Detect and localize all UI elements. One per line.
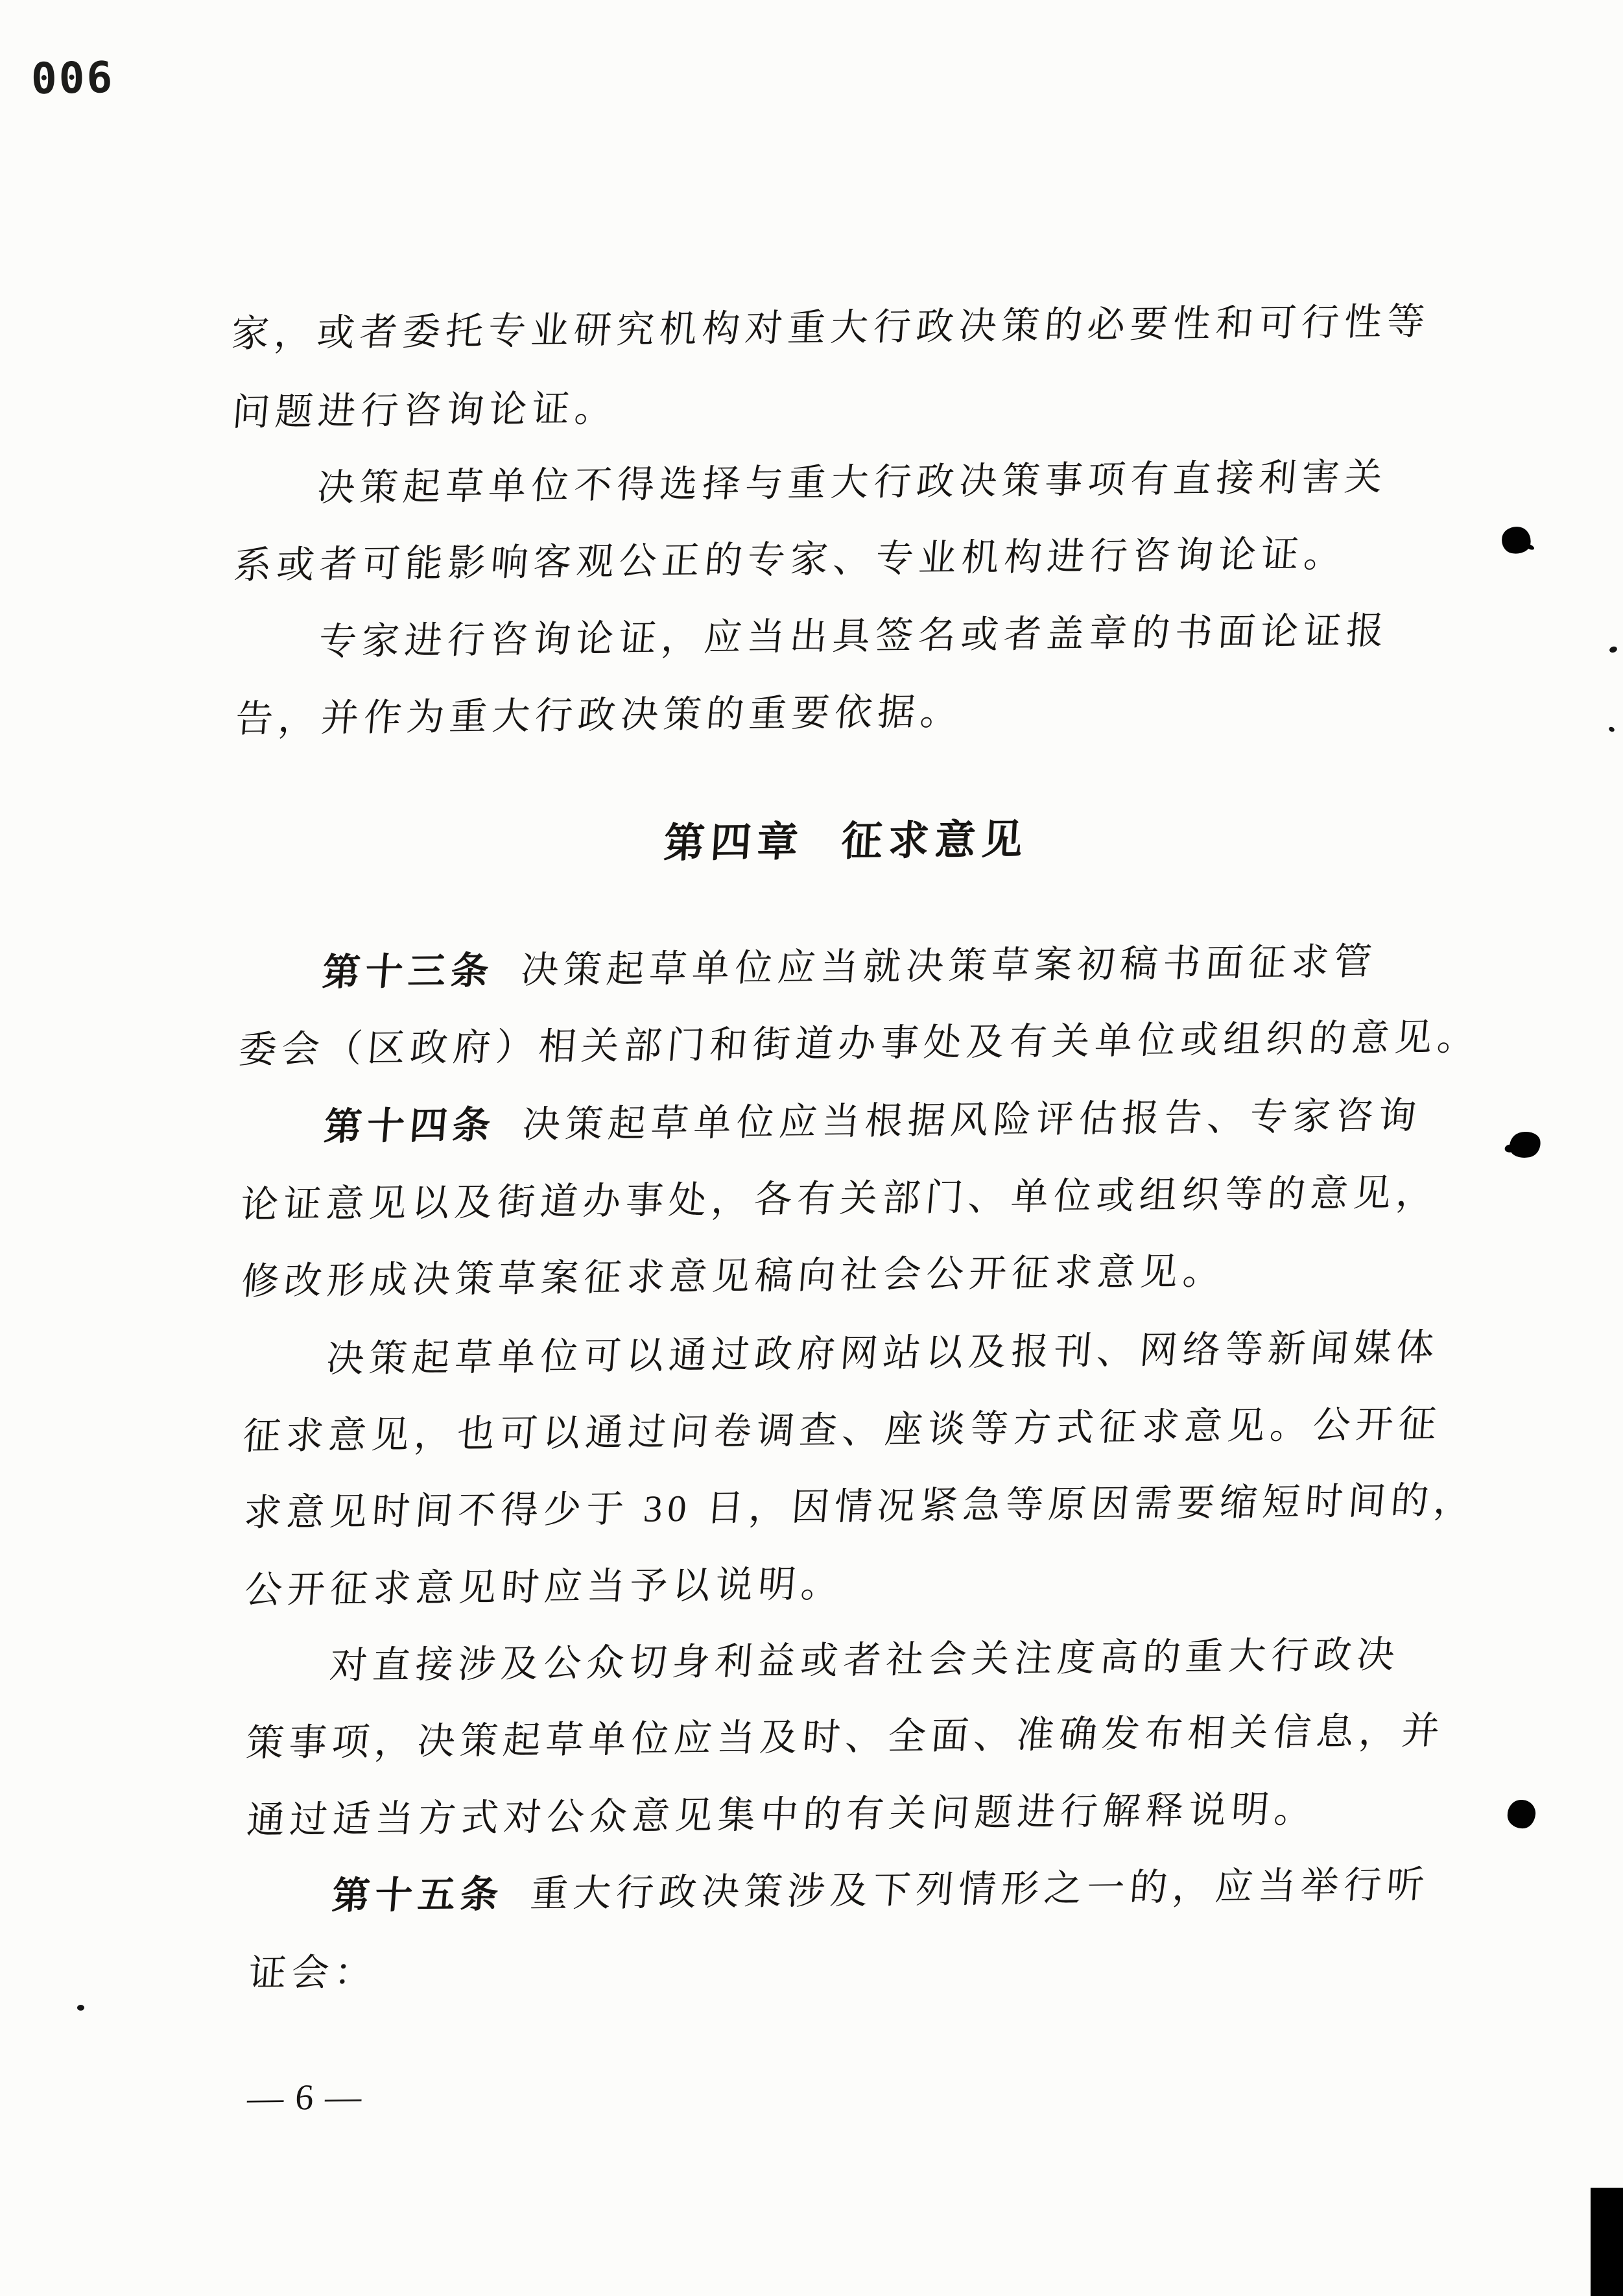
text-line-article-13 <box>237 942 1379 994</box>
article-number: 第十三条 <box>320 950 495 994</box>
page-stamp: 006 <box>30 52 115 104</box>
line-text: 委会（区政府）相关部门和街道办事处及有关单位或组织的意见。 <box>237 1016 1482 1071</box>
line-text: 通过适当方式对公众意见集中的有关问题进行解释说明。 <box>245 1788 1319 1842</box>
text-line <box>230 302 1432 354</box>
page-number: — 6 — <box>246 2077 364 2119</box>
text-line <box>231 389 619 433</box>
line-text: 问题进行咨询论证。 <box>230 387 619 434</box>
text-line <box>233 611 1391 664</box>
chapter-heading <box>33 811 1623 871</box>
ink-speck <box>77 2005 84 2011</box>
text-line <box>234 691 965 739</box>
text-line <box>239 1173 1441 1225</box>
text-line <box>243 1564 846 1610</box>
text-line <box>237 1017 1482 1070</box>
text-line <box>247 1952 379 1994</box>
line-text: 征求意见，也可以通过问卷调查、座谈等方式征求意见。公开征 <box>241 1402 1443 1458</box>
line-text: 决策起草单位可以通过政府网站以及报刊、网络等新闻媒体 <box>325 1326 1441 1380</box>
text-line <box>241 1328 1441 1380</box>
line-text: 决策起草单位应当根据风险评估报告、专家咨询 <box>521 1094 1423 1146</box>
text-line <box>244 1635 1401 1688</box>
text-line <box>243 1480 1478 1533</box>
article-number: 第十四条 <box>322 1104 497 1148</box>
text-line-article-14 <box>238 1095 1423 1148</box>
text-line-article-15 <box>246 1865 1431 1917</box>
line-text: 告，并作为重大行政决策的重要依据。 <box>233 690 965 741</box>
chapter-title: 征求意见 <box>840 817 1030 865</box>
line-text: 证会： <box>247 1951 379 1995</box>
article-number: 第十五条 <box>330 1872 505 1917</box>
line-text: 修改形成决策草案征求意见稿向社会公开征求意见。 <box>239 1250 1227 1303</box>
line-text: 家，或者委托专业研究机构对重大行政决策的必要性和可行性等 <box>230 300 1432 355</box>
line-text: 公开征求意见时应当予以说明。 <box>243 1562 846 1612</box>
text-line <box>246 1789 1319 1841</box>
text-line <box>232 534 1348 586</box>
line-text: 决策起草单位不得选择与重大行政决策事项有直接利害关 <box>316 455 1389 509</box>
scan-corner-artifact <box>1591 2188 1623 2296</box>
line-text: 对直接涉及公众切身利益或者社会关注度高的重大行政决 <box>328 1633 1402 1687</box>
line-text: 重大行政决策涉及下列情形之一的，应当举行听 <box>528 1863 1431 1915</box>
text-line <box>244 1711 1446 1764</box>
text-line <box>240 1251 1227 1302</box>
line-text: 系或者可能影响客观公正的专家、专业机构进行咨询论证。 <box>232 532 1349 587</box>
line-text: 论证意见以及街道办事处，各有关部门、单位或组织等的意见， <box>239 1171 1441 1226</box>
text-line <box>231 457 1389 510</box>
text-line <box>241 1404 1443 1457</box>
line-text: 决策起草单位应当就决策草案初稿书面征求管 <box>519 940 1379 992</box>
line-text: 专家进行咨询论证，应当出具签名或者盖章的书面论证报 <box>317 609 1391 663</box>
line-text: 策事项，决策起草单位应当及时、全面、准确发布相关信息，并 <box>244 1709 1447 1765</box>
chapter-number: 第四章 <box>662 819 805 867</box>
line-text: 求意见时间不得少于 30 日，因情况紧急等原因需要缩短时间的， <box>242 1479 1478 1535</box>
